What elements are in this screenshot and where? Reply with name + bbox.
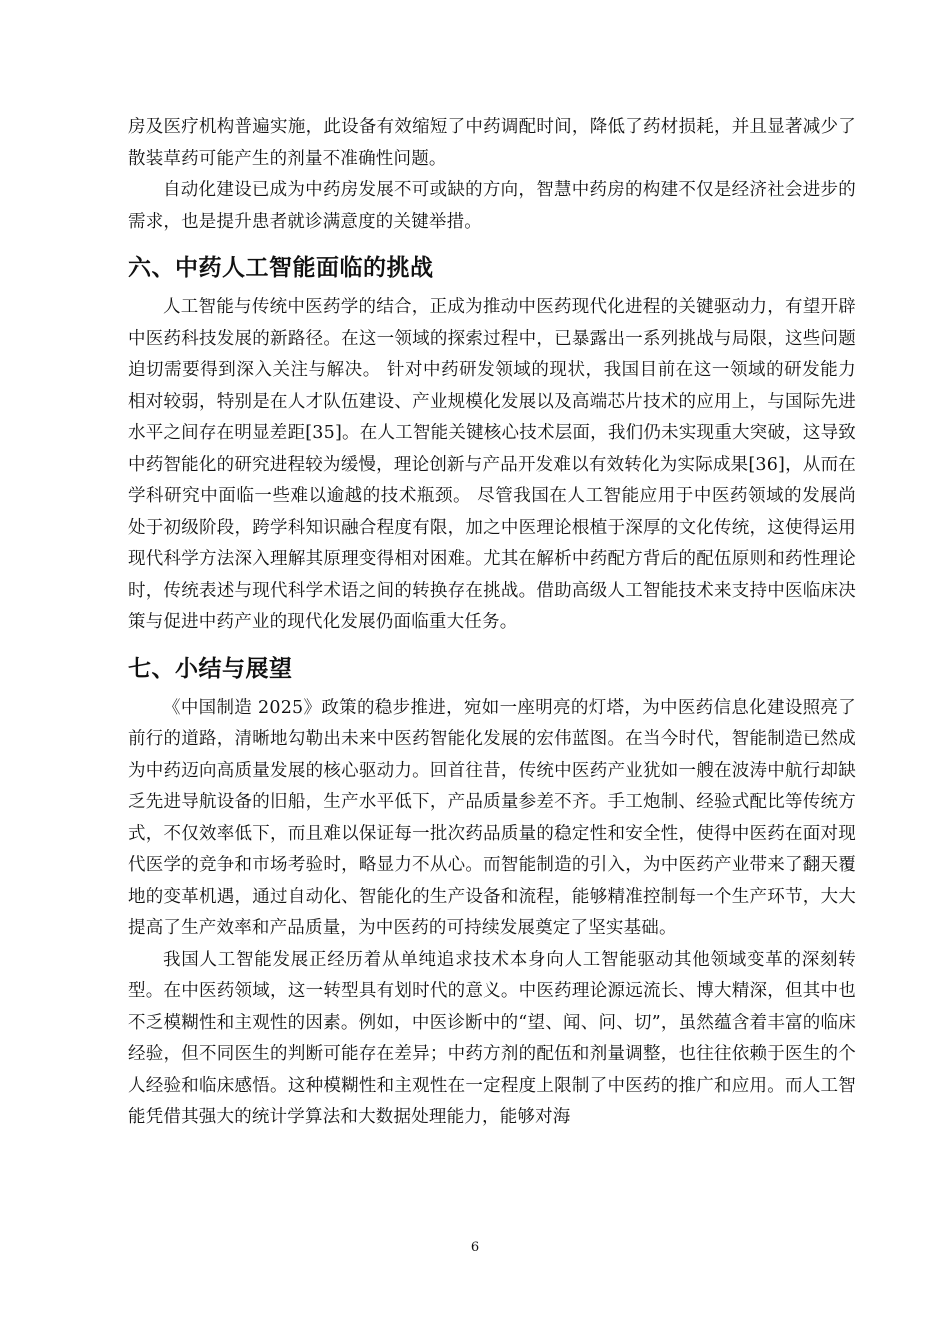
paragraph-continued: 房及医疗机构普遍实施，此设备有效缩短了中药调配时间，降低了药材损耗，并且显著减少了散装草药可能产生的剂量不准确性问题。	[128, 117, 856, 169]
page-body	[128, 112, 856, 1134]
page-number: 6	[470, 1240, 480, 1255]
paragraph-automation: 自动化建设已成为中药房发展不可或缺的方向，智慧中药房的构建不仅是经济社会进步的需求，也是提升患者就诊满意度的关键举措。	[128, 180, 856, 232]
section-6-heading: 六、中药人工智能面临的挑战	[128, 255, 434, 281]
section-7-heading: 七、小结与展望	[128, 655, 293, 682]
section-7-paragraph-1: 《中国制造 2025》政策的稳步推进，宛如一座明亮的灯塔，为中医药信息化建设照亮了前行的道路，清晰地勾勒出未来中医药智能化发展的宏伟蓝图。在当今时代，智能制造已然成为中药迈向高质量发展的核心驱动力。回首往昔，传统中医药产业犹如一艘在波涛中航行却缺乏先进导航设备的旧船，生产水平低下，产品质量参差不齐。手工炮制、经验式配比等传统方式，不仅效率低下，而且难以保证每一批次药品质量的稳定性和安全性，使得中医药在面对现代医学的竞争和市场考验时，略显力不从心。而智能制造的引入，为中医药产业带来了翻天覆地的变革机遇，通过自动化、智能化的生产设备和流程，能够精准控制每一个生产环节，大大提高了生产效率和产品质量，为中医药的可持续发展奠定了坚实基础。	[128, 697, 856, 938]
section-6-paragraph: 人工智能与传统中医药学的结合，正成为推动中医药现代化进程的关键驱动力，有望开辟中医药科技发展的新路径。在这一领域的探索过程中，已暴露出一系列挑战与局限，这些问题迫切需要得到深入关注与解决。 针对中药研发领域的现状，我国目前在这一领域的研发能力相对较弱，特别是在人才队伍建设、产业规模化发展以及高端芯片技术的应用上，与国际先进水平之间存在明显差距[35]。在人工智能关键核心技术层面，我们仍未实现重大突破，这导致中药智能化的研究进程较为缓慢，理论创新与产品开发难以有效转化为实际成果[36]，从而在学科研究中面临一些难以逾越的技术瓶颈。 尽管我国在人工智能应用于中医药领域的发展尚处于初级阶段，跨学科知识融合程度有限，加之中医理论根植于深厚的文化传统，这使得运用现代科学方法深入理解其原理变得相对困难。尤其在解析中药配方背后的配伍原则和药性理论时，传统表述与现代科学术语之间的转换存在挑战。借助高级人工智能技术来支持中医临床决策与促进中药产业的现代化发展仍面临重大任务。	[128, 297, 856, 632]
section-7-paragraph-2: 我国人工智能发展正经历着从单纯追求技术本身向人工智能驱动其他领域变革的深刻转型。在中医药领域，这一转型具有划时代的意义。中医药理论源远流长、博大精深，但其中也不乏模糊性和主观性的因素。例如，中医诊断中的“望、闻、问、切”，虽然蕴含着丰富的临床经验，但不同医生的判断可能存在差异；中药方剂的配伍和剂量调整，也往往依赖于医生的个人经验和临床感悟。这种模糊性和主观性在一定程度上限制了中医药的推广和应用。而人工智能凭借其强大的统计学算法和大数据处理能力，能够对海	[128, 949, 856, 1127]
